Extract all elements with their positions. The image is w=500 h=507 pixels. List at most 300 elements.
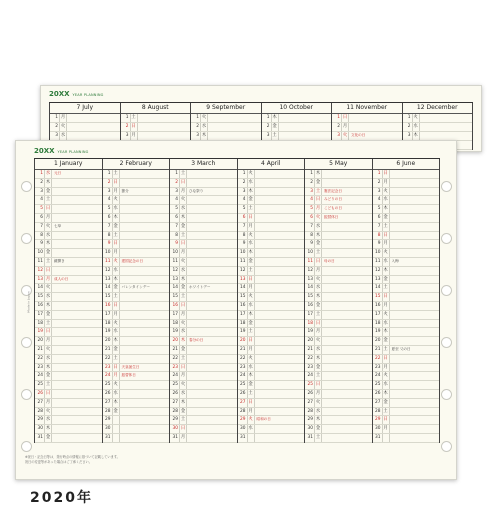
day-number: 7: [35, 223, 45, 231]
front-sheet-jan-jun: [15, 140, 457, 480]
day-note: [187, 381, 237, 389]
weekday-label: 水: [383, 258, 388, 264]
weekday-label: 月: [45, 338, 51, 344]
day-row: [170, 416, 237, 425]
day-number: 28: [238, 408, 248, 416]
day-note: バレンタインデー: [121, 285, 150, 290]
day-row: [373, 293, 440, 302]
day-row: [238, 364, 305, 373]
day-note: [52, 205, 102, 213]
weekday-label: 木: [315, 294, 321, 300]
day-row: [238, 258, 305, 267]
day-note: [120, 240, 170, 248]
day-row: [305, 240, 372, 249]
weekday-label: 火: [248, 355, 253, 361]
day-number: 21: [373, 346, 383, 354]
weekday-label: 土: [113, 232, 118, 238]
binder-hole: [441, 181, 452, 192]
day-number: 8: [373, 232, 383, 240]
day-number: 31: [103, 434, 113, 442]
weekday-label: 日: [248, 214, 253, 220]
day-number: 11: [35, 258, 45, 266]
weekday-label: 金: [113, 285, 118, 291]
weekday-label: 水: [248, 241, 253, 247]
weekday-label: 土: [248, 206, 253, 212]
day-number: 1: [238, 170, 248, 178]
day-number: 18: [35, 320, 45, 328]
day-note: [322, 381, 372, 389]
day-note: [52, 196, 102, 204]
weekday-label: 木: [315, 232, 321, 238]
day-row: [238, 205, 305, 214]
year-planning-label: YEAR PLANNING: [72, 93, 104, 97]
day-number: 8: [238, 232, 248, 240]
day-number: 29: [238, 416, 248, 424]
day-number: 1: [332, 114, 342, 122]
day-number: 28: [103, 408, 113, 416]
day-row: [305, 346, 372, 355]
day-note: [390, 240, 440, 248]
weekday-label: 水: [113, 390, 118, 396]
day-number: 21: [238, 346, 248, 354]
day-row: [373, 416, 440, 425]
day-number: 2: [403, 123, 413, 131]
day-note: [120, 293, 170, 301]
day-number: 1: [170, 170, 180, 178]
day-row: [373, 425, 440, 434]
day-row: [170, 188, 237, 197]
day-note: [138, 123, 191, 131]
day-note: 夏至 父の日: [391, 346, 411, 351]
month-header: 8 August: [121, 103, 191, 114]
weekday-label: 月: [113, 373, 118, 379]
weekday-label: 金: [180, 346, 186, 352]
day-row: [238, 328, 305, 337]
weekday-label: 木: [315, 355, 321, 361]
weekday-label: 水: [315, 346, 321, 352]
day-note: [390, 196, 440, 204]
day-note: [187, 258, 237, 266]
day-row: [305, 434, 372, 443]
day-row: [103, 416, 170, 425]
day-row: [35, 188, 102, 197]
month-column: [237, 159, 305, 443]
day-note: [120, 311, 170, 319]
day-row: [238, 390, 305, 399]
day-note: [322, 293, 372, 301]
day-note: [208, 123, 261, 131]
year-planning-label: YEAR PLANNING: [57, 150, 89, 154]
day-number: 12: [170, 267, 180, 275]
day-note: [255, 179, 305, 187]
binder-hole: [441, 233, 452, 244]
day-number: 2: [35, 179, 45, 187]
weekday-label: 金: [45, 373, 51, 379]
weekday-label: 火: [315, 276, 321, 282]
day-note: [120, 249, 170, 257]
weekday-label: 日: [180, 302, 186, 308]
weekday-label: 火: [201, 115, 207, 120]
weekday-label: 木: [315, 171, 321, 176]
day-row: [103, 434, 170, 443]
day-number: 1: [305, 170, 315, 178]
day-row: [373, 320, 440, 329]
day-row: [305, 390, 372, 399]
day-row: [103, 337, 170, 346]
weekday-label: 水: [45, 355, 51, 361]
day-row: [238, 267, 305, 276]
weekday-label: [248, 434, 255, 442]
day-number: 18: [373, 320, 383, 328]
day-note: [120, 170, 170, 178]
weekday-label: 土: [248, 390, 253, 396]
back-sheet-title: [49, 90, 104, 98]
day-row: [238, 408, 305, 417]
weekday-label: 土: [180, 171, 186, 176]
day-row: [103, 293, 170, 302]
footnote: [25, 455, 175, 464]
weekday-label: 金: [180, 285, 186, 291]
weekday-label: 土: [383, 223, 388, 229]
footnote-line: ※祝日・記念日等は、発行時点の情報に基づいて記載しています。: [25, 455, 120, 459]
day-row: [50, 123, 120, 132]
day-row: [103, 320, 170, 329]
weekday-label: 日: [180, 179, 186, 185]
day-note: 振替休日: [121, 373, 136, 378]
day-number: 29: [305, 416, 315, 424]
day-number: 22: [35, 355, 45, 363]
day-row: [373, 267, 440, 276]
day-number: 30: [305, 425, 315, 433]
day-note: [390, 205, 440, 213]
day-number: 29: [170, 416, 180, 424]
day-number: 30: [103, 425, 113, 433]
month-header: 6 June: [373, 159, 440, 170]
day-note: [322, 284, 372, 292]
day-number: 14: [305, 284, 315, 292]
day-number: 16: [103, 302, 113, 310]
weekday-label: 木: [45, 241, 51, 247]
weekday-label: 土: [45, 382, 51, 388]
day-note: [322, 372, 372, 380]
day-note: [52, 381, 102, 389]
weekday-label: 金: [315, 179, 321, 185]
weekday-label: 金: [248, 382, 253, 388]
day-note: [120, 205, 170, 213]
weekday-label: 日: [315, 258, 321, 264]
day-number: 8: [103, 232, 113, 240]
day-number: 19: [305, 328, 315, 336]
day-number: 9: [170, 240, 180, 248]
day-row: [373, 284, 440, 293]
day-note: [322, 434, 372, 442]
day-row: [103, 232, 170, 241]
weekday-label: 火: [383, 188, 388, 194]
weekday-label: 水: [383, 320, 388, 326]
day-number: 6: [238, 214, 248, 222]
day-row: [238, 355, 305, 364]
weekday-label: 月: [383, 364, 388, 370]
day-row: [35, 258, 102, 267]
day-note: [390, 284, 440, 292]
weekday-label: 火: [315, 214, 321, 220]
day-note: ホワイトデー: [189, 285, 211, 290]
weekday-label: 日: [180, 364, 186, 370]
day-note: [390, 399, 440, 407]
day-row: [238, 179, 305, 188]
weekday-label: 土: [248, 267, 253, 273]
day-number: 21: [35, 346, 45, 354]
day-note: [322, 223, 372, 231]
day-number: 17: [103, 311, 113, 319]
day-number: 12: [238, 267, 248, 275]
footnote-line: 祝日の変更等があった場合はご了承ください。: [25, 459, 92, 464]
day-row: [103, 311, 170, 320]
day-row: [170, 276, 237, 285]
weekday-label: 水: [180, 267, 186, 273]
day-number: 3: [332, 132, 342, 140]
day-number: 16: [170, 302, 180, 310]
weekday-label: 月: [383, 302, 388, 308]
day-number: 23: [373, 364, 383, 372]
weekday-label: 木: [383, 329, 388, 335]
month-column: [304, 159, 372, 443]
day-row: [305, 214, 372, 223]
weekday-label: 日: [45, 329, 51, 335]
month-header: 10 October: [262, 103, 332, 114]
day-row: [103, 249, 170, 258]
day-note: [255, 364, 305, 372]
day-note: [420, 132, 473, 140]
weekday-label: 火: [45, 285, 51, 291]
day-number: 8: [305, 232, 315, 240]
day-number: 3: [262, 132, 272, 140]
day-number: 5: [35, 205, 45, 213]
day-row: [103, 214, 170, 223]
day-number: 7: [373, 223, 383, 231]
weekday-label: 土: [45, 197, 51, 203]
binder-hole: [21, 441, 32, 452]
day-number: 2: [103, 179, 113, 187]
weekday-label: 木: [180, 214, 186, 220]
weekday-label: 金: [45, 311, 51, 317]
weekday-label: 火: [248, 294, 253, 300]
weekday-label: 火: [45, 346, 51, 352]
weekday-label: 金: [113, 346, 118, 352]
weekday-label: 月: [60, 115, 66, 120]
weekday-label: 月: [180, 434, 186, 440]
day-row: [170, 179, 237, 188]
day-number: 18: [170, 320, 180, 328]
day-number: 10: [170, 249, 180, 257]
day-note: [120, 214, 170, 222]
day-number: 26: [238, 390, 248, 398]
day-row: [170, 434, 237, 443]
day-number: 18: [238, 320, 248, 328]
day-note: [120, 434, 170, 442]
day-note: [187, 328, 237, 336]
day-note: [120, 425, 170, 433]
day-row: [170, 390, 237, 399]
day-note: [255, 408, 305, 416]
day-note: [255, 232, 305, 240]
day-row: [170, 170, 237, 179]
weekday-label: 火: [342, 133, 348, 138]
day-note: [255, 284, 305, 292]
day-number: 10: [305, 249, 315, 257]
day-number: 19: [238, 328, 248, 336]
day-row: [305, 179, 372, 188]
weekday-label: 木: [45, 179, 51, 185]
day-note: [187, 240, 237, 248]
day-number: 24: [35, 372, 45, 380]
day-note: [52, 346, 102, 354]
day-row: [103, 425, 170, 434]
day-row: [305, 258, 372, 267]
day-note: [322, 425, 372, 433]
weekday-label: 土: [383, 408, 388, 414]
day-row: [35, 346, 102, 355]
weekday-label: 火: [315, 399, 321, 405]
day-row: [238, 284, 305, 293]
weekday-label: 日: [248, 399, 253, 405]
day-number: 17: [170, 311, 180, 319]
day-number: 24: [305, 372, 315, 380]
day-note: [187, 276, 237, 284]
day-row: [373, 214, 440, 223]
day-row: [170, 258, 237, 267]
weekday-label: 月: [113, 250, 118, 256]
day-row: [305, 249, 372, 258]
day-row: [103, 240, 170, 249]
day-row: [373, 337, 440, 346]
weekday-label: 水: [113, 329, 118, 335]
weekday-label: 日: [180, 241, 186, 247]
day-row: [35, 337, 102, 346]
day-row: [305, 337, 372, 346]
day-row: [103, 258, 170, 267]
day-note: [187, 311, 237, 319]
day-note: [138, 132, 191, 140]
weekday-label: 金: [383, 338, 388, 344]
day-number: 11: [305, 258, 315, 266]
day-row: [305, 320, 372, 329]
day-number: 3: [403, 132, 413, 140]
weekday-label: 土: [315, 311, 321, 317]
day-note: [279, 132, 332, 140]
day-number: 21: [103, 346, 113, 354]
day-row: [35, 205, 102, 214]
day-row: [35, 284, 102, 293]
day-note: [322, 232, 372, 240]
weekday-label: 金: [383, 276, 388, 282]
day-number: 24: [373, 372, 383, 380]
month-header: 11 November: [332, 103, 402, 114]
weekday-label: 水: [383, 382, 388, 388]
day-note: [322, 267, 372, 275]
day-note: [322, 240, 372, 248]
day-note: [255, 258, 305, 266]
day-row: [373, 205, 440, 214]
day-number: 15: [170, 293, 180, 301]
day-number: 3: [191, 132, 201, 140]
weekday-label: 月: [315, 206, 321, 212]
weekday-label: 日: [315, 382, 321, 388]
day-number: 1: [262, 114, 272, 122]
day-row: [35, 355, 102, 364]
weekday-label: 月: [180, 373, 186, 379]
day-number: 23: [103, 364, 113, 372]
weekday-label: 月: [45, 276, 51, 282]
day-row: [170, 214, 237, 223]
weekday-label: 木: [201, 133, 207, 138]
day-note: [187, 434, 237, 442]
day-note: [187, 425, 237, 433]
day-note: [52, 240, 102, 248]
day-note: [390, 267, 440, 275]
day-number: 13: [170, 276, 180, 284]
weekday-label: 日: [113, 302, 118, 308]
day-number: 16: [305, 302, 315, 310]
weekday-label: 土: [45, 320, 51, 326]
day-number: 31: [238, 434, 248, 442]
day-number: 20: [35, 337, 45, 345]
day-row: [35, 416, 102, 425]
day-row: [238, 346, 305, 355]
day-row: [305, 267, 372, 276]
day-note: [52, 232, 102, 240]
binder-hole: [441, 389, 452, 400]
day-number: 10: [373, 249, 383, 257]
day-row: [170, 302, 237, 311]
day-number: 31: [170, 434, 180, 442]
weekday-label: 木: [180, 338, 186, 344]
weekday-label: 水: [248, 302, 253, 308]
day-row: [305, 232, 372, 241]
day-note: [390, 232, 440, 240]
day-row: [373, 196, 440, 205]
day-note: [390, 223, 440, 231]
day-row: [170, 267, 237, 276]
day-note: [322, 302, 372, 310]
weekday-label: 木: [383, 267, 388, 273]
weekday-label: 月: [315, 390, 321, 396]
day-number: 16: [35, 302, 45, 310]
day-row: [305, 416, 372, 425]
day-number: 20: [373, 337, 383, 345]
day-row: [238, 399, 305, 408]
day-note: [322, 276, 372, 284]
day-row: [373, 258, 440, 267]
day-row: [373, 399, 440, 408]
day-row: [332, 123, 402, 132]
day-row: [305, 188, 372, 197]
day-number: 13: [238, 276, 248, 284]
day-note: [187, 232, 237, 240]
day-note: [67, 123, 120, 131]
weekday-label: 月: [113, 311, 118, 317]
day-number: 23: [238, 364, 248, 372]
day-row: [373, 240, 440, 249]
day-number: 4: [238, 196, 248, 204]
day-number: 3: [170, 188, 180, 196]
front-sheet-title: [34, 147, 89, 155]
day-row: [373, 311, 440, 320]
day-row: [238, 223, 305, 232]
day-row: [35, 196, 102, 205]
day-row: [305, 399, 372, 408]
day-row: [103, 188, 170, 197]
